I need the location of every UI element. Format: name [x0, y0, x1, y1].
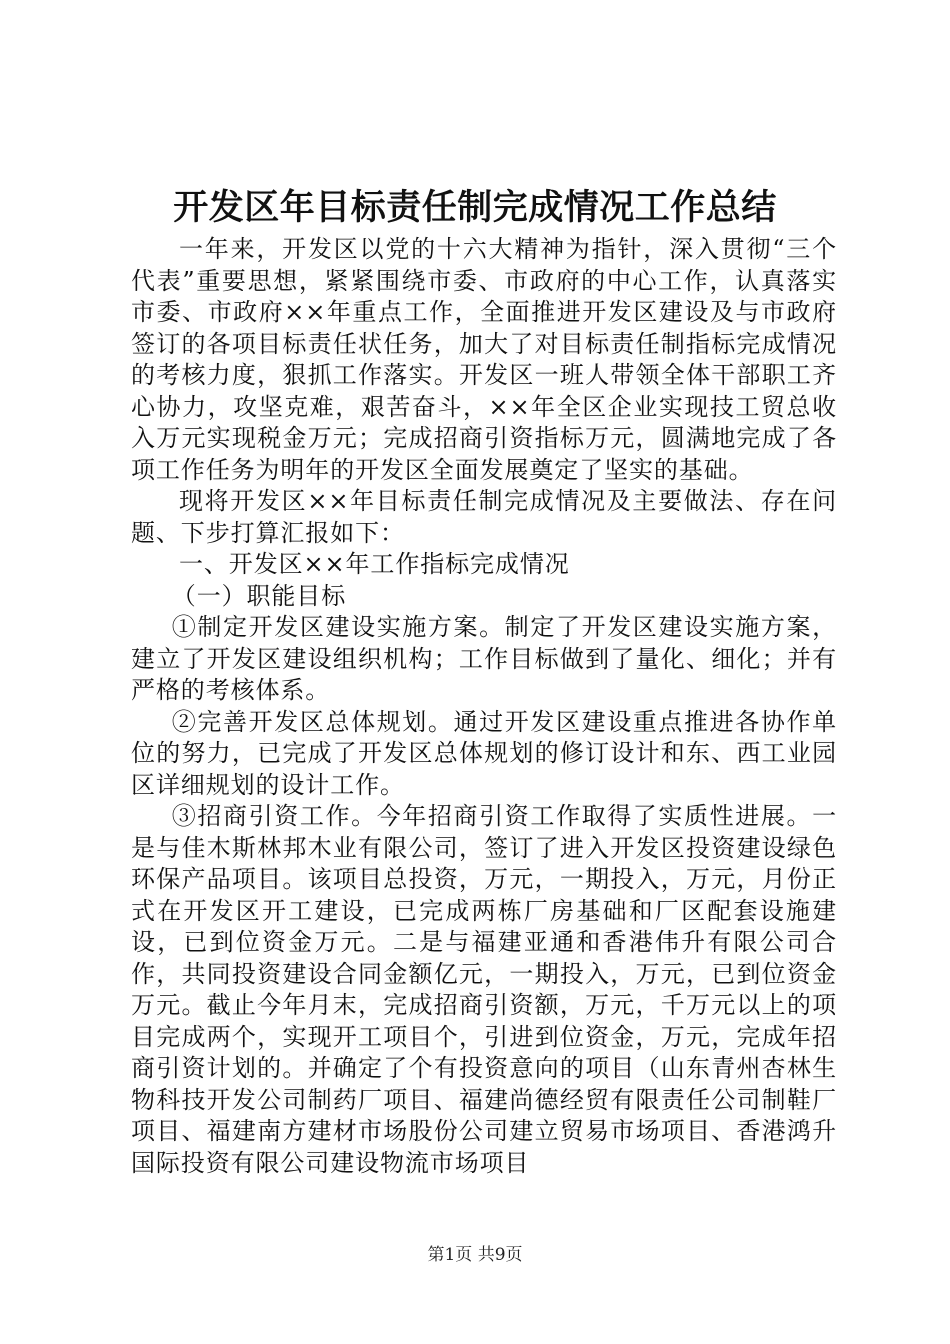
paragraph-item-3: ③招商引资工作。今年招商引资工作取得了实质性进展。一是与佳木斯林邦木业有限公司，签订了进入开发区投资建设绿色环保产品项目。该项目总投资，万元，一期投入，万元，月份正式在开发区开工建设，已完成两栋厂房基础和厂区配套设施建设，已到位资金万元。二是与福建亚通和香港伟升有限公司合作，共同投资建设合同金额亿元，一期投入，万元，已到位资金万元。截止今年月末，完成招商引资额，万元，千万元以上的项目完成两个，实现开工项目个，引进到位资金，万元，完成年招商引资计划的。并确定了个有投资意向的项目（山东青州杏林生物科技开发公司制药厂项目、福建尚德经贸有限责任公司制鞋厂项目、福建南方建材市场股份公司建立贸易市场项目、香港鸿升国际投资有限公司建设物流市场项目	[131, 802, 837, 1177]
paragraph-report-outline: 现将开发区××年目标责任制完成情况及主要做法、存在问题、下步打算汇报如下：	[131, 487, 837, 547]
subsection-heading-1: （一）职能目标	[171, 581, 347, 610]
document-title: 开发区年目标责任制完成情况工作总结	[173, 188, 777, 228]
page-footer: 第1页 共9页	[427, 1245, 523, 1265]
paragraph-item-1: ①制定开发区建设实施方案。制定了开发区建设实施方案，建立了开发区建设组织机构；工作目标做到了量化、细化；并有严格的考核体系。	[131, 613, 837, 704]
paragraph-item-2: ②完善开发区总体规划。通过开发区建设重点推进各协作单位的努力，已完成了开发区总体规划的修订设计和东、西工业园区详细规划的设计工作。	[131, 707, 837, 799]
section-heading-1: 一、开发区××年工作指标完成情况	[179, 550, 570, 578]
paragraph-intro: 一年来，开发区以党的十六大精神为指针，深入贯彻“三个代表”重要思想，紧紧围绕市委、市政府的中心工作，认真落实市委、市政府××年重点工作，全面推进开发区建设及与市政府签订的各项目标责任状任务，加大了对目标责任制指标完成情况的考核力度，狠抓工作落实。开发区一班人带领全体干部职工齐心协力，攻坚克难，艰苦奋斗，××年全区企业实现技工贸总收入万元实现税金万元；完成招商引资指标万元，圆满地完成了各项工作任务为明年的开发区全面发展奠定了坚实的基础。	[131, 235, 837, 484]
document-body	[131, 234, 837, 1179]
